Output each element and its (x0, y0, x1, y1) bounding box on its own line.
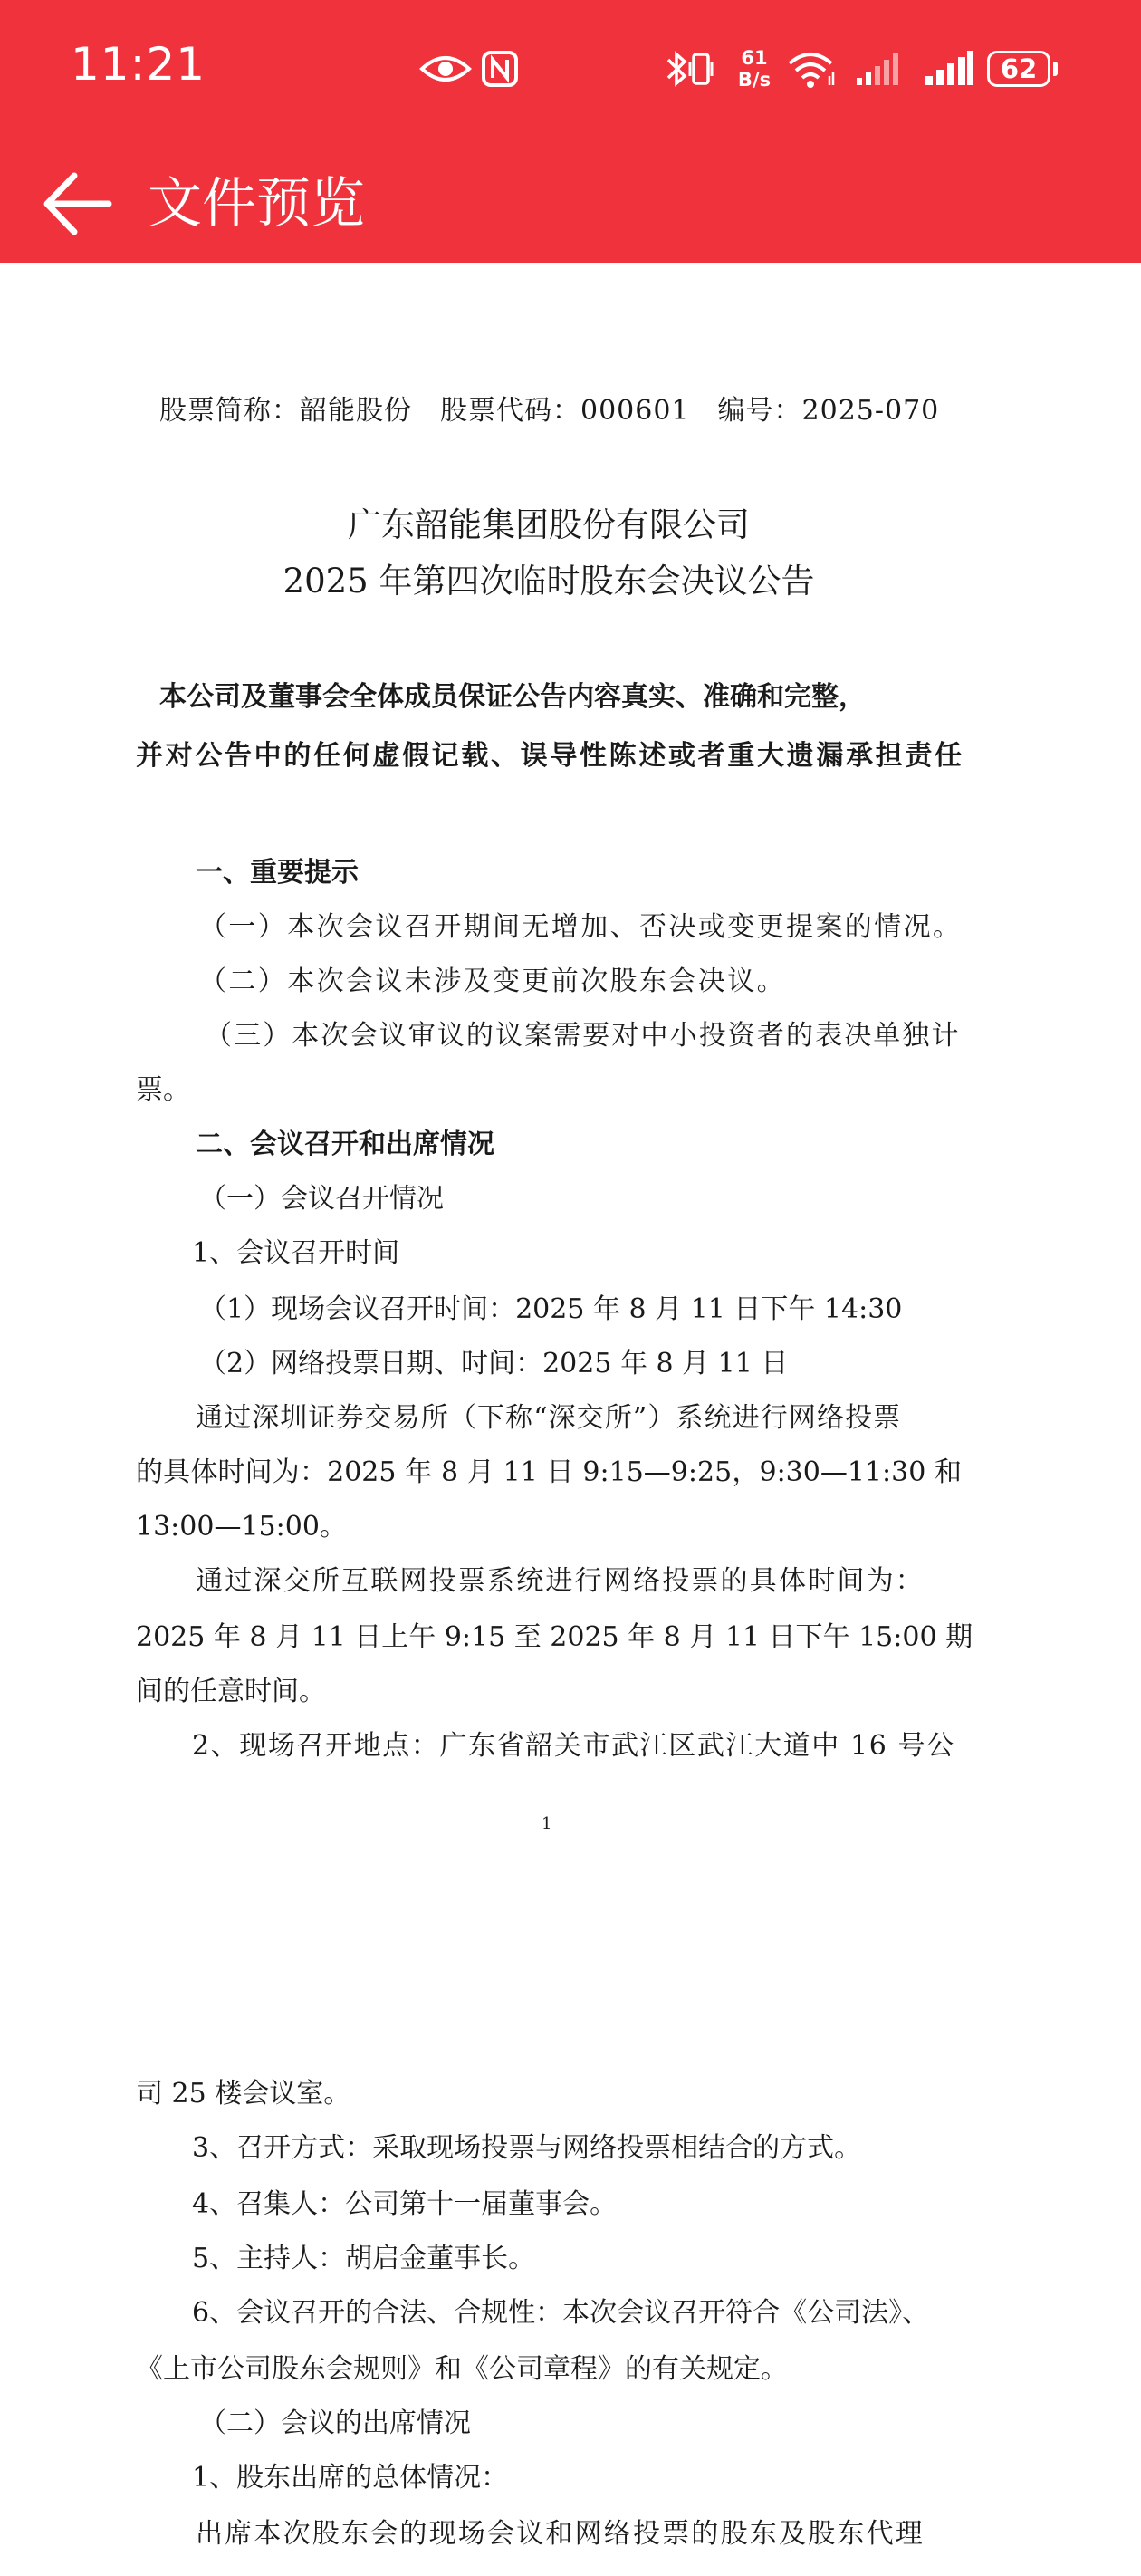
network-speed-value: 61 (741, 47, 768, 69)
nfc-icon (480, 49, 520, 89)
body-line: 1、股东出席的总体情况： (192, 2462, 509, 2494)
body-line: （二）会议的出席情况 (199, 2408, 471, 2439)
network-speed-unit: B/s (737, 69, 772, 91)
body-line: 1、会议召开时间 (192, 1237, 400, 1269)
page-number: 1 (542, 1814, 552, 1833)
body-line: 2、现场召开地点：广东省韶关市武江区武江大道中 16 号公 (192, 1730, 955, 1762)
body-line: 5、主持人：胡启金董事长。 (192, 2243, 536, 2274)
disclaimer-line: 并对公告中的任何虚假记载、误导性陈述或者重大遗漏承担责任 (136, 740, 962, 772)
document-preview[interactable] (0, 263, 1141, 2576)
body-line: （一）本次会议召开期间无增加、否决或变更提案的情况。 (199, 911, 963, 943)
body-line: 出席本次股东会的现场会议和网络投票的股东及股东代理 (196, 2518, 925, 2550)
body-line: 3、召开方式：采取现场投票与网络投票相结合的方式。 (192, 2132, 862, 2164)
wifi-icon (786, 49, 839, 89)
section-heading: 二、会议召开和出席情况 (196, 1129, 494, 1160)
body-line: 通过深圳证券交易所（下称“深交所”）系统进行网络投票 (196, 1402, 902, 1434)
signal-sim2-icon (924, 51, 974, 87)
app-header (0, 0, 1141, 263)
body-line: （1）现场会议召开时间：2025 年 8 月 11 日下午 14:30 (199, 1293, 903, 1325)
page-title: 文件预览 (148, 172, 365, 235)
battery-tip (1053, 62, 1058, 76)
body-line: （2）网络投票日期、时间：2025 年 8 月 11 日 (199, 1348, 789, 1379)
body-line: 票。 (136, 1074, 190, 1106)
body-line: 的具体时间为：2025 年 8 月 11 日 9:15—9:25，9:30—11:30 和 (136, 1456, 962, 1488)
network-speed (734, 47, 775, 91)
section-heading: 一、重要提示 (196, 857, 359, 889)
status-bar (0, 0, 1141, 145)
stock-info-line: 股票简称：韶能股份 股票代码：000601 编号：2025-070 (159, 395, 940, 427)
status-time: 11:21 (71, 38, 206, 91)
body-line: （一）会议召开情况 (199, 1183, 444, 1215)
signal-sim1-icon (855, 51, 900, 87)
body-line: 通过深交所互联网投票系统进行网络投票的具体时间为： (196, 1565, 925, 1597)
body-line: 2025 年 8 月 11 日上午 9:15 至 2025 年 8 月 11 日下午 15:00 期 (136, 1621, 973, 1653)
battery-indicator: 62 (987, 51, 1050, 87)
bluetooth-icon (663, 47, 719, 91)
back-arrow-icon[interactable] (36, 163, 118, 245)
body-line: （二）本次会议未涉及变更前次股东会决议。 (199, 966, 786, 997)
body-line: 《上市公司股东会规则》和《公司章程》的有关规定。 (136, 2353, 788, 2385)
body-line: 13:00—15:00。 (136, 1511, 347, 1543)
body-line: 6、会议召开的合法、合规性：本次会议召开符合《公司法》、 (192, 2297, 930, 2329)
body-line: 间的任意时间。 (136, 1676, 326, 1707)
body-line: 司 25 楼会议室。 (136, 2078, 351, 2110)
disclaimer-line: 本公司及董事会全体成员保证公告内容真实、准确和完整， (159, 681, 866, 713)
body-line: 4、召集人：公司第十一届董事会。 (192, 2188, 618, 2220)
document-title-meeting: 2025 年第四次临时股东会决议公告 (283, 562, 815, 601)
document-title-company: 广东韶能集团股份有限公司 (348, 505, 750, 544)
body-line: （三）本次会议审议的议案需要对中小投资者的表决单独计 (205, 1020, 961, 1052)
eye-comfort-icon (418, 53, 473, 85)
app-bar (0, 145, 1141, 263)
